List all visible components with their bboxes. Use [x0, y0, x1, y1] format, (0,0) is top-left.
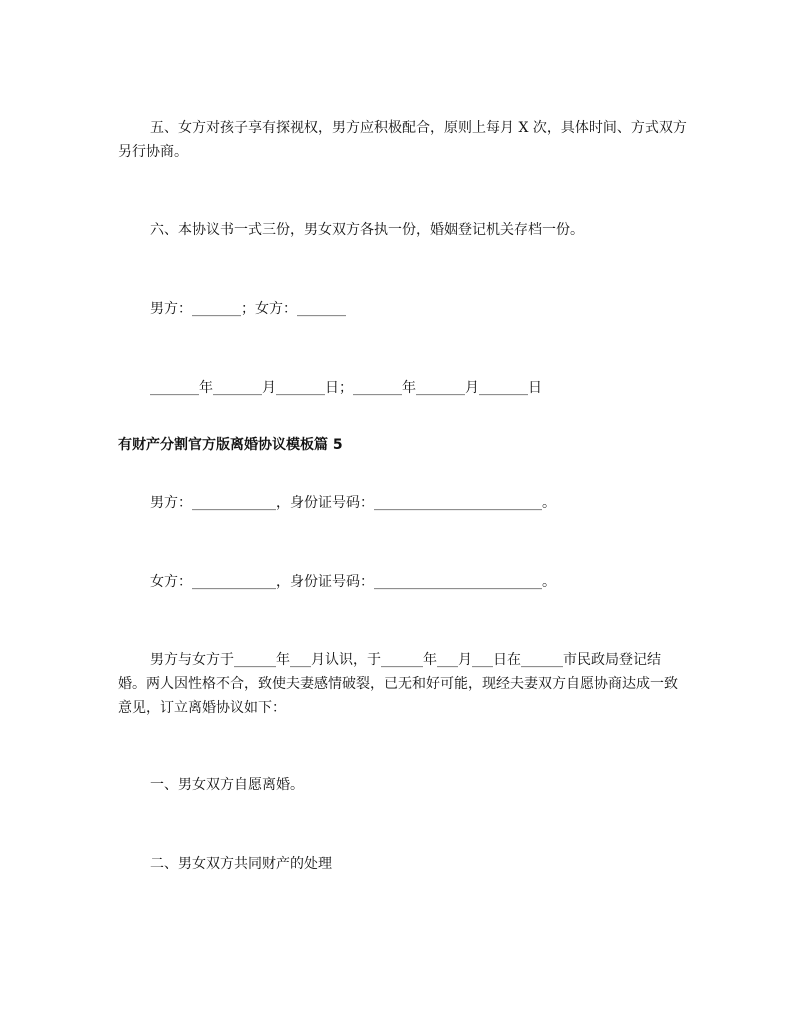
paragraph-item-5: 五、女方对孩子享有探视权，男方应积极配合，原则上每月 X 次，具体时间、方式双方另行协商。 — [118, 120, 687, 160]
paragraph-item-6: 六、本协议书一式三份，男女双方各执一份，婚姻登记机关存档一份。 — [150, 222, 584, 238]
clause-2: 二、男女双方共同财产的处理 — [150, 856, 332, 872]
intro-paragraph: 男方与女方于______年___月认识，于______年___月___日在______市民政局登记结婚。两人因性格不合，致使夫妻感情破裂，已无和好可能，现经夫妻双方自愿协商达成一致意见，订立离婚协议如下： — [118, 652, 678, 716]
section-heading: 有财产分割官方版离婚协议模板篇 5 — [118, 437, 343, 453]
female-id-line: 女方：____________，身份证号码：________________________。 — [150, 574, 556, 590]
clause-1: 一、男女双方自愿离婚。 — [150, 777, 304, 793]
signature-line: 男方：_______；女方：_______ — [150, 301, 346, 317]
date-line: _______年_______月_______日；_______年_______月_______日 — [150, 380, 542, 396]
male-id-line: 男方：____________，身份证号码：________________________。 — [150, 495, 556, 511]
